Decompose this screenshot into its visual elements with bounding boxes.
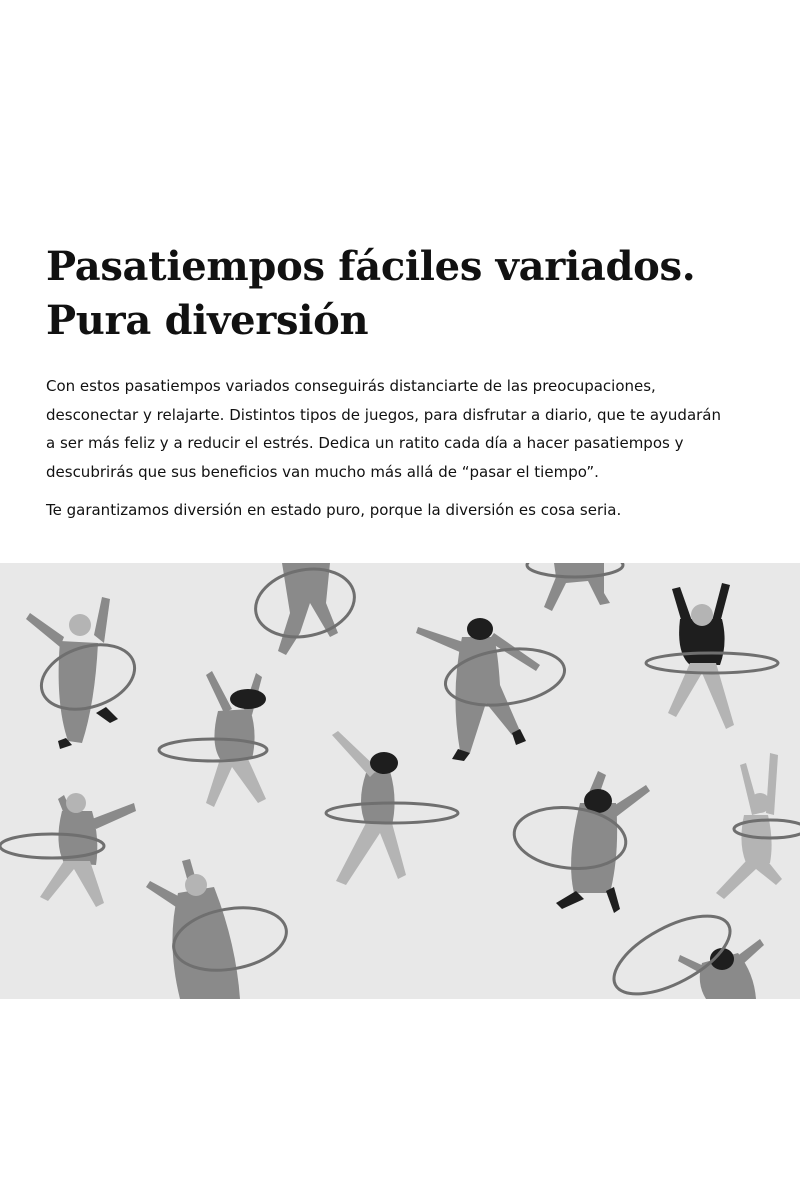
intro-line-2: desconectar y relajarte. Distintos tipos de juegos, para disfrutar a diario, que te ayudarán xyxy=(46,405,722,424)
intro-paragraph xyxy=(46,372,771,486)
title-line-2: Pura diversión xyxy=(46,297,369,344)
hula-hoop-dancers-image xyxy=(0,563,800,999)
closing-note: Te garantizamos diversión en estado puro, porque la diversión es cosa seria. xyxy=(46,501,622,519)
hula-hoop-illustration xyxy=(0,563,800,999)
page-title xyxy=(46,240,766,348)
intro-line-4: descubrirás que sus beneficios van mucho más allá de “pasar el tiempo”. xyxy=(46,462,599,481)
intro-line-3: a ser más feliz y a reducir el estrés. Dedica un ratito cada día a hacer pasatiempos y xyxy=(46,434,684,452)
title-line-1: Pasatiempos fáciles variados. xyxy=(46,243,696,290)
intro-line-1: Con estos pasatiempos variados conseguirás distanciarte de las preocupaciones, xyxy=(46,377,656,395)
